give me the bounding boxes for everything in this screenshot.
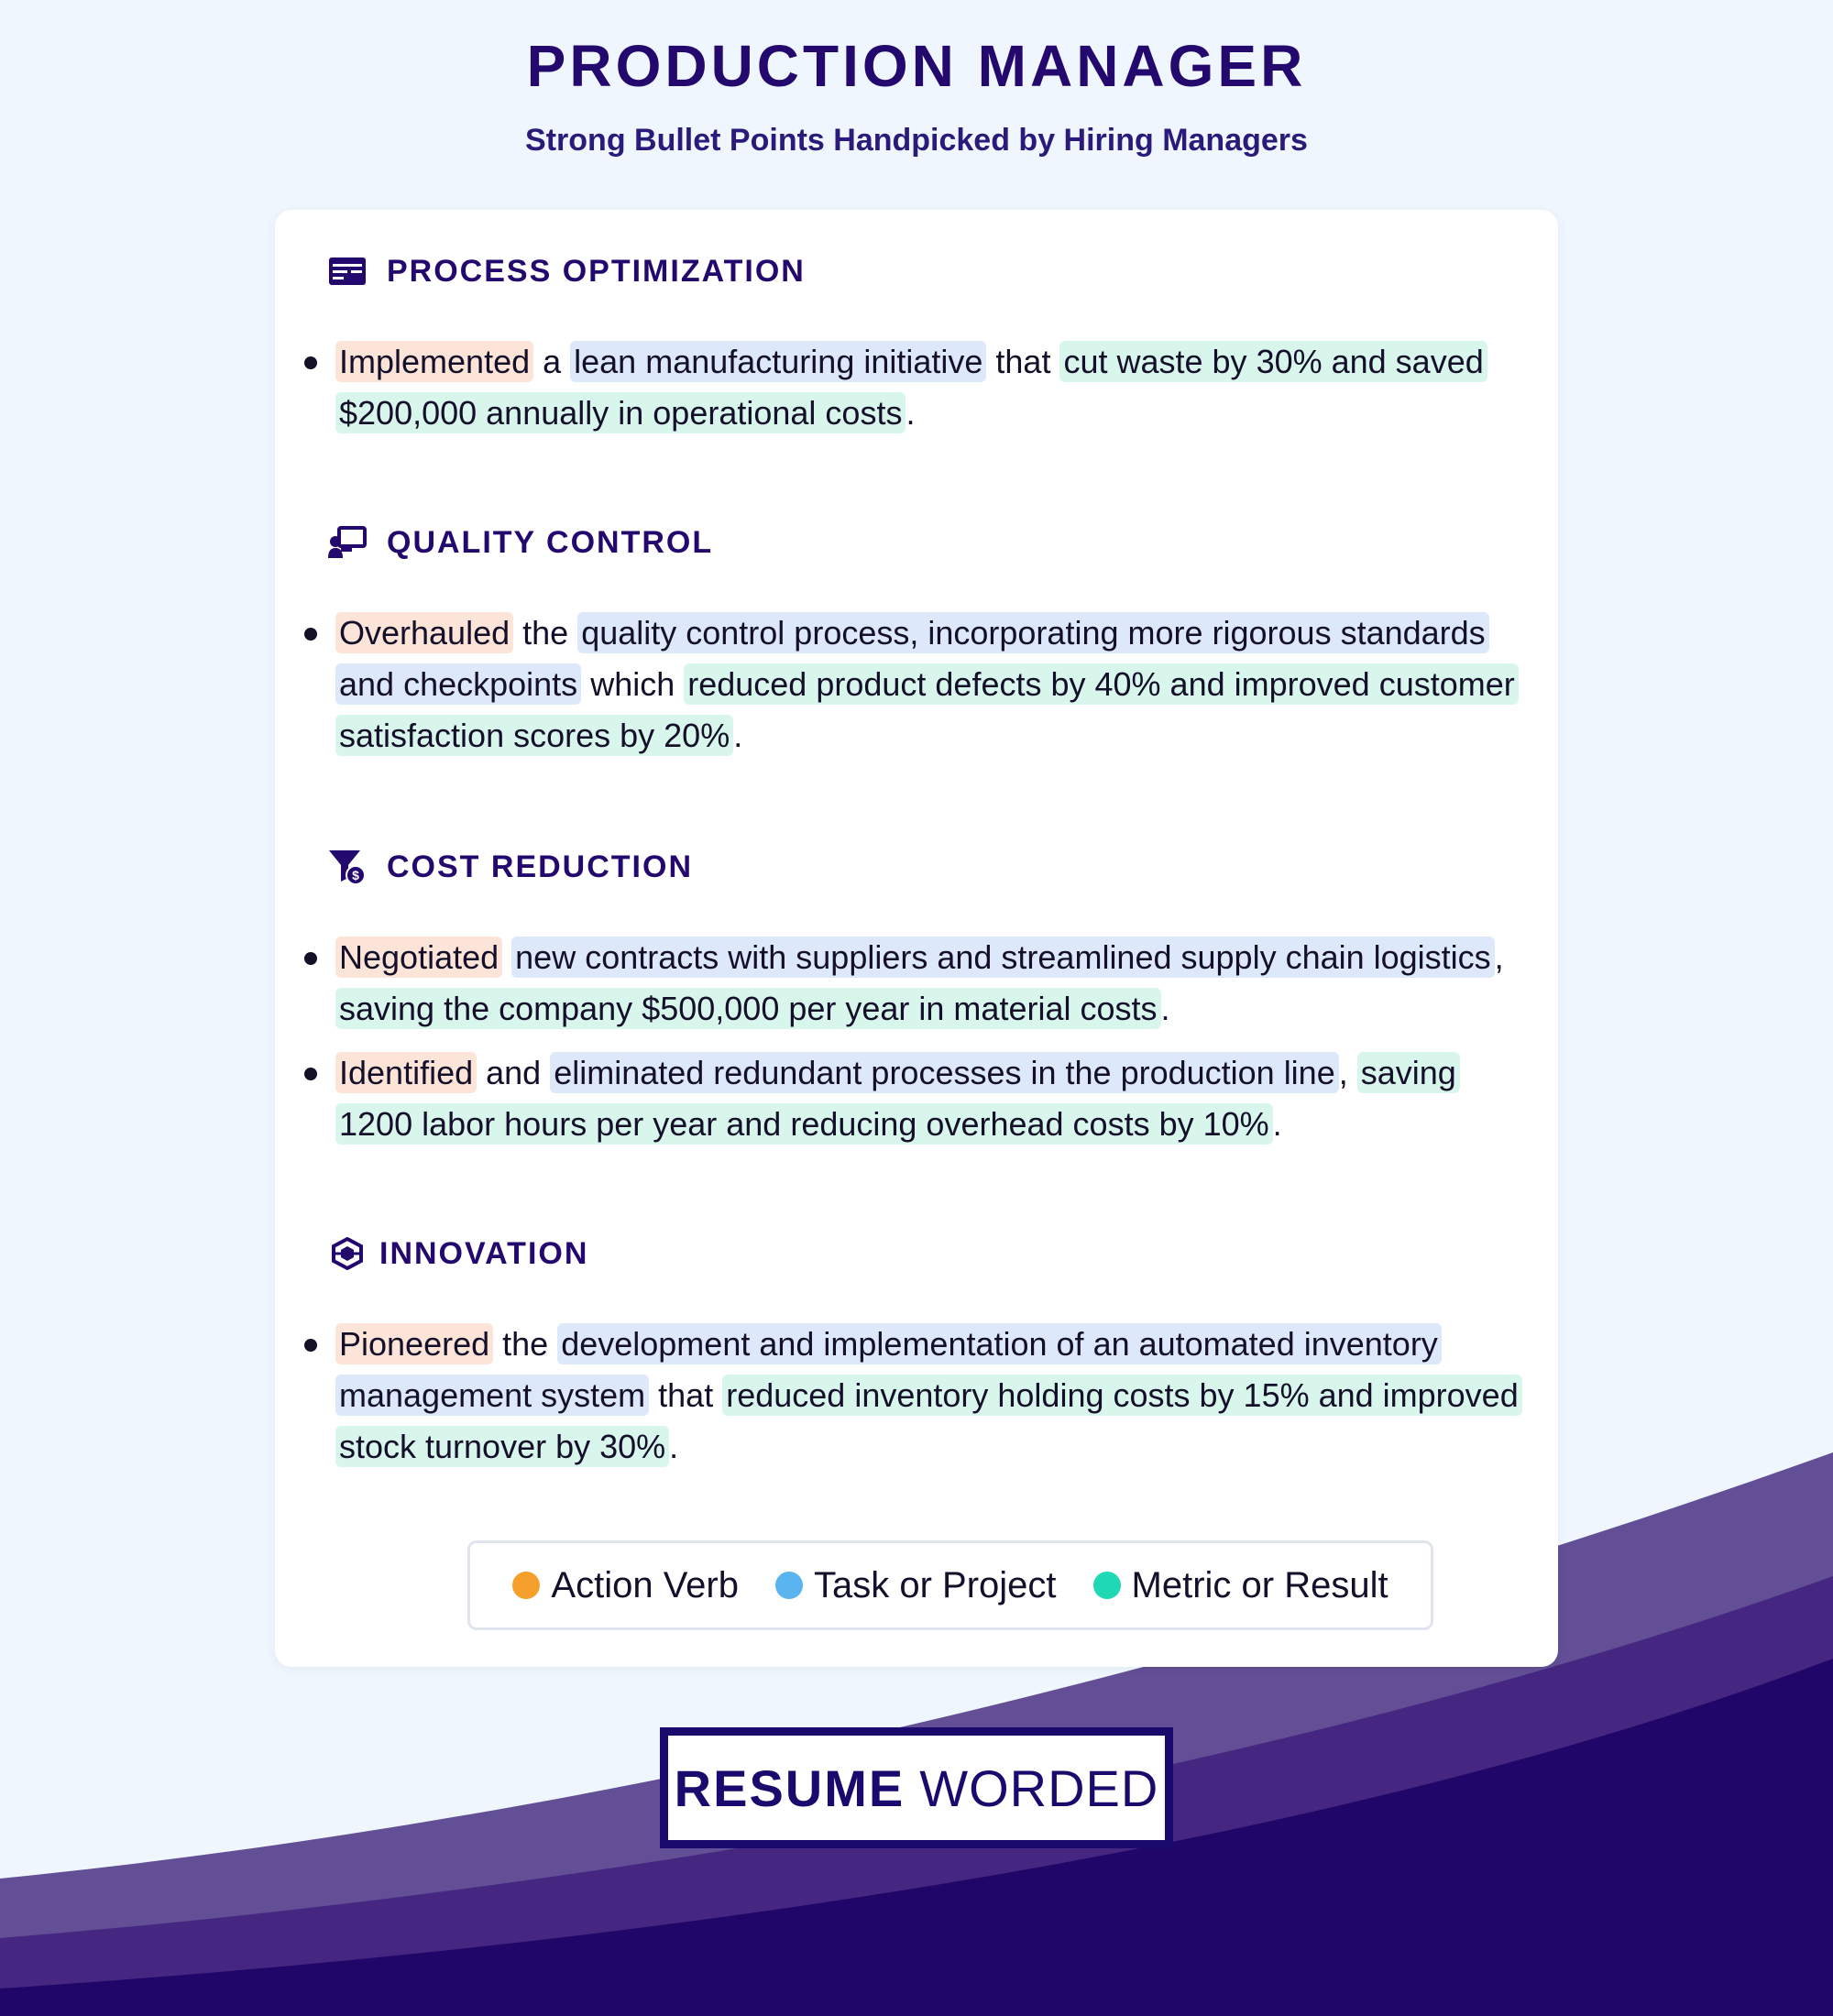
funnel-dollar-icon — [328, 848, 367, 886]
plain-text: . — [669, 1428, 679, 1465]
plain-text: which — [581, 665, 685, 703]
plain-text: . — [1160, 990, 1170, 1027]
bullet-list — [302, 336, 1521, 439]
plain-text: . — [906, 394, 916, 432]
plain-text: . — [1272, 1105, 1282, 1143]
logo-text-bold: RESUME — [674, 1759, 906, 1817]
bullet-item — [302, 1319, 1521, 1473]
plain-text: and — [477, 1054, 551, 1091]
plain-text: , — [1494, 938, 1513, 976]
section-title: QUALITY CONTROL — [387, 524, 714, 560]
metric-or-result: saving the company $500,000 per year in material costs — [335, 988, 1161, 1029]
legend-label: Action Verb — [551, 1564, 739, 1605]
plain-text: a — [533, 343, 571, 380]
section-title: COST REDUCTION — [387, 849, 693, 884]
legend-label: Task or Project — [813, 1564, 1057, 1605]
bullet-list — [302, 1319, 1521, 1473]
plain-text: . — [733, 717, 743, 754]
task-or-project: quality control process, incorporating more rigorous standards and checkpoints — [335, 612, 1489, 705]
bullet-item — [302, 932, 1521, 1035]
page-header — [0, 27, 1833, 159]
plain-text — [502, 938, 511, 976]
metric-dot-icon — [1093, 1572, 1121, 1599]
presenter-board-icon — [328, 523, 367, 562]
svg-text:$: $ — [352, 868, 359, 882]
cube-network-icon — [328, 1234, 367, 1273]
metric-or-result: cut waste by 30% and saved $200,000 annually in operational costs — [335, 341, 1487, 433]
plain-text: the — [513, 614, 578, 652]
metric-or-result: reduced product defects by 40% and improved customer satisfaction scores by 20% — [335, 663, 1519, 756]
section-quality-control — [275, 520, 1558, 774]
section-title: PROCESS OPTIMIZATION — [387, 253, 806, 289]
section-innovation — [275, 1231, 1558, 1485]
legend-task-or-project — [775, 1565, 1057, 1606]
bullet-item — [302, 336, 1521, 439]
plain-text: the — [493, 1325, 558, 1363]
bullet-list — [302, 932, 1521, 1150]
task-or-project: new contracts with suppliers and streamlined supply chain logistics — [511, 937, 1495, 978]
action-verb: Implemented — [335, 341, 533, 382]
process-card-icon — [328, 252, 367, 290]
action-verb: Pioneered — [335, 1323, 493, 1364]
section-cost-reduction — [275, 844, 1558, 1163]
bullet-item — [302, 608, 1521, 761]
legend-label: Metric or Result — [1131, 1564, 1388, 1605]
action-verb: Identified — [335, 1052, 477, 1093]
plain-text: , — [1338, 1054, 1357, 1091]
section-title: INNOVATION — [379, 1235, 589, 1271]
action-verb-dot-icon — [512, 1572, 540, 1599]
resume-worded-logo[interactable] — [660, 1727, 1173, 1848]
highlight-legend — [467, 1540, 1433, 1630]
legend-metric-or-result — [1093, 1565, 1388, 1606]
bullet-item — [302, 1047, 1521, 1150]
plain-text: that — [649, 1376, 723, 1414]
section-process-optimization — [275, 248, 1558, 452]
plain-text: that — [986, 343, 1060, 380]
page-subtitle: Strong Bullet Points Handpicked by Hiring Managers — [525, 123, 1308, 158]
task-dot-icon — [775, 1572, 803, 1599]
legend-action-verb — [512, 1565, 739, 1606]
page-title: PRODUCTION MANAGER — [526, 33, 1307, 99]
bullet-list — [302, 608, 1521, 761]
task-or-project: lean manufacturing initiative — [570, 341, 986, 382]
bullet-points-card — [275, 210, 1558, 1667]
metric-or-result: saving 1200 labor hours per year and reducing overhead costs by 10% — [335, 1052, 1460, 1145]
metric-or-result: reduced inventory holding costs by 15% and improved stock turnover by 30% — [335, 1375, 1522, 1467]
action-verb: Overhauled — [335, 612, 513, 653]
task-or-project: development and implementation of an automated inventory management system — [335, 1323, 1442, 1416]
action-verb: Negotiated — [335, 937, 502, 978]
logo-text-light: WORDED — [919, 1759, 1159, 1817]
task-or-project: eliminated redundant processes in the production line — [550, 1052, 1339, 1093]
